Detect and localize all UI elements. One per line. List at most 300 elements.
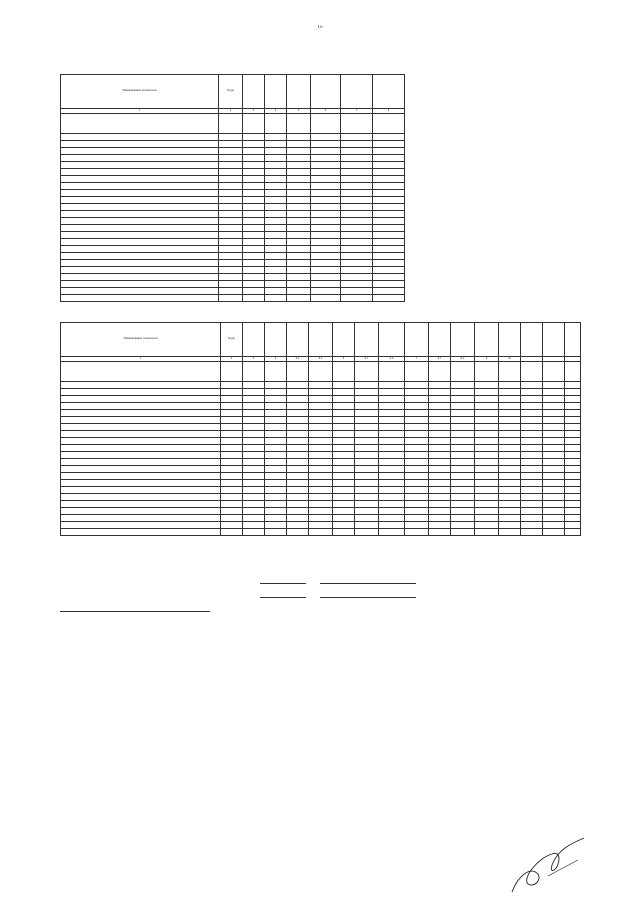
row-code <box>221 515 243 522</box>
row-value <box>311 232 341 239</box>
row-value <box>379 424 405 431</box>
row-value <box>333 382 355 389</box>
row-value <box>243 141 265 148</box>
row-value <box>265 480 287 487</box>
table-row <box>61 417 581 424</box>
row-code <box>221 396 243 403</box>
row-label <box>61 260 219 267</box>
row-value <box>243 494 265 501</box>
row-code <box>219 232 243 239</box>
table-row <box>61 253 405 260</box>
row-value <box>309 508 333 515</box>
header-row <box>61 323 581 357</box>
row-code <box>219 134 243 141</box>
row-value <box>543 438 565 445</box>
row-value <box>287 417 309 424</box>
row-label <box>61 176 219 183</box>
row-value <box>379 473 405 480</box>
row-value <box>333 438 355 445</box>
row-value <box>405 529 429 536</box>
table-row <box>61 211 405 218</box>
row-value <box>499 403 521 410</box>
row-value <box>243 529 265 536</box>
row-value <box>355 466 379 473</box>
row-value <box>355 487 379 494</box>
row-value <box>287 169 311 176</box>
row-value <box>475 382 499 389</box>
row-value <box>309 466 333 473</box>
row-value <box>565 466 581 473</box>
row-code <box>219 274 243 281</box>
row-value <box>265 281 287 288</box>
row-label <box>61 515 221 522</box>
row-value <box>451 403 475 410</box>
row-value <box>451 459 475 466</box>
row-value <box>333 501 355 508</box>
table-row <box>61 204 405 211</box>
row-value <box>287 508 309 515</box>
table-row <box>61 274 405 281</box>
row-value <box>287 410 309 417</box>
row-value <box>243 232 265 239</box>
row-code <box>221 410 243 417</box>
table-row <box>61 114 405 134</box>
row-code <box>221 459 243 466</box>
row-value <box>311 169 341 176</box>
table-row <box>61 218 405 225</box>
column-header: Коды <box>221 323 243 357</box>
table-row <box>61 529 581 536</box>
column-header: Наименование показателя <box>61 75 219 109</box>
row-value <box>521 480 543 487</box>
row-value <box>475 403 499 410</box>
row-value <box>499 396 521 403</box>
row-value <box>265 529 287 536</box>
row-value <box>499 501 521 508</box>
row-value <box>243 480 265 487</box>
row-value <box>499 362 521 382</box>
row-code <box>219 267 243 274</box>
table-row <box>61 148 405 155</box>
row-value <box>287 445 309 452</box>
row-value <box>243 522 265 529</box>
row-value <box>475 417 499 424</box>
row-value <box>341 211 373 218</box>
row-value <box>309 417 333 424</box>
row-value <box>243 445 265 452</box>
row-value <box>265 452 287 459</box>
row-value <box>311 218 341 225</box>
row-value <box>287 288 311 295</box>
name-line-1 <box>320 583 416 584</box>
row-value <box>265 134 287 141</box>
row-value <box>355 431 379 438</box>
row-value <box>333 480 355 487</box>
column-header <box>243 323 265 357</box>
row-value <box>521 438 543 445</box>
row-value <box>451 389 475 396</box>
row-label <box>61 155 219 162</box>
row-value <box>475 438 499 445</box>
row-label <box>61 473 221 480</box>
row-value <box>565 382 581 389</box>
column-number: 10 <box>499 357 521 362</box>
row-value <box>333 494 355 501</box>
row-value <box>405 459 429 466</box>
row-value <box>475 431 499 438</box>
row-value <box>287 204 311 211</box>
row-value <box>379 410 405 417</box>
row-value <box>373 267 405 274</box>
table-row <box>61 155 405 162</box>
row-value <box>373 169 405 176</box>
column-number: 8 <box>373 109 405 114</box>
row-value <box>265 389 287 396</box>
row-value <box>333 431 355 438</box>
row-code <box>221 501 243 508</box>
row-value <box>341 190 373 197</box>
row-value <box>333 508 355 515</box>
row-value <box>265 183 287 190</box>
row-value <box>405 362 429 382</box>
row-value <box>333 459 355 466</box>
row-value <box>287 225 311 232</box>
row-value <box>287 438 309 445</box>
row-value <box>311 288 341 295</box>
row-value <box>521 494 543 501</box>
row-value <box>243 148 265 155</box>
row-value <box>543 362 565 382</box>
row-value <box>243 155 265 162</box>
row-value <box>311 134 341 141</box>
row-value <box>379 529 405 536</box>
row-value <box>379 459 405 466</box>
table-row <box>61 438 581 445</box>
row-value <box>287 295 311 302</box>
table-row <box>61 295 405 302</box>
row-value <box>499 515 521 522</box>
row-value <box>565 473 581 480</box>
row-value <box>287 515 309 522</box>
table-row <box>61 183 405 190</box>
row-value <box>499 466 521 473</box>
row-value <box>287 494 309 501</box>
row-value <box>543 466 565 473</box>
row-value <box>543 445 565 452</box>
table-row <box>61 190 405 197</box>
row-value <box>373 204 405 211</box>
row-value <box>543 522 565 529</box>
table-row <box>61 134 405 141</box>
row-value <box>499 410 521 417</box>
row-value <box>287 176 311 183</box>
row-value <box>341 288 373 295</box>
table-row <box>61 452 581 459</box>
row-value <box>355 362 379 382</box>
row-value <box>543 480 565 487</box>
row-value <box>451 522 475 529</box>
row-value <box>333 466 355 473</box>
row-value <box>499 494 521 501</box>
row-value <box>265 494 287 501</box>
row-value <box>265 396 287 403</box>
table-row <box>61 162 405 169</box>
row-code <box>219 239 243 246</box>
row-value <box>451 382 475 389</box>
row-value <box>243 438 265 445</box>
row-value <box>565 494 581 501</box>
row-value <box>451 508 475 515</box>
row-value <box>379 522 405 529</box>
row-value <box>521 403 543 410</box>
row-value <box>311 190 341 197</box>
row-value <box>379 438 405 445</box>
row-code <box>219 295 243 302</box>
row-value <box>341 218 373 225</box>
row-value <box>265 225 287 232</box>
row-value <box>405 431 429 438</box>
row-value <box>265 274 287 281</box>
row-value <box>355 473 379 480</box>
row-value <box>405 494 429 501</box>
row-label <box>61 281 219 288</box>
row-label <box>61 114 219 134</box>
row-value <box>429 396 451 403</box>
row-value <box>565 452 581 459</box>
date-underline <box>60 611 210 612</box>
header-row <box>61 75 405 109</box>
row-value <box>243 417 265 424</box>
row-value <box>287 190 311 197</box>
row-value <box>429 501 451 508</box>
row-value <box>341 225 373 232</box>
row-label <box>61 267 219 274</box>
table-row <box>61 410 581 417</box>
column-header <box>475 323 499 357</box>
row-value <box>311 246 341 253</box>
table-row <box>61 396 581 403</box>
row-value <box>379 431 405 438</box>
row-code <box>219 141 243 148</box>
row-value <box>373 190 405 197</box>
column-header <box>451 323 475 357</box>
row-value <box>287 211 311 218</box>
row-value <box>405 424 429 431</box>
row-value <box>287 197 311 204</box>
table-row <box>61 246 405 253</box>
row-value <box>341 232 373 239</box>
row-value <box>451 494 475 501</box>
row-value <box>243 473 265 480</box>
row-value <box>355 508 379 515</box>
row-value <box>429 480 451 487</box>
row-value <box>373 148 405 155</box>
row-value <box>499 487 521 494</box>
row-value <box>373 225 405 232</box>
row-value <box>521 431 543 438</box>
row-value <box>265 403 287 410</box>
row-value <box>287 134 311 141</box>
row-value <box>265 162 287 169</box>
row-value <box>333 417 355 424</box>
row-value <box>265 431 287 438</box>
row-value <box>265 501 287 508</box>
row-value <box>373 141 405 148</box>
row-value <box>243 466 265 473</box>
row-value <box>355 424 379 431</box>
table-row <box>61 281 405 288</box>
table-row <box>61 487 581 494</box>
row-code <box>221 424 243 431</box>
row-value <box>475 396 499 403</box>
row-value <box>499 529 521 536</box>
row-value <box>287 281 311 288</box>
column-number: 4 <box>265 109 287 114</box>
row-value <box>287 473 309 480</box>
row-value <box>309 438 333 445</box>
row-value <box>265 487 287 494</box>
row-value <box>243 288 265 295</box>
row-value <box>405 417 429 424</box>
name-line-2 <box>320 597 416 598</box>
signature-line-1 <box>260 583 306 584</box>
column-header <box>341 75 373 109</box>
row-value <box>287 274 311 281</box>
row-label <box>61 183 219 190</box>
row-value <box>265 148 287 155</box>
row-value <box>309 529 333 536</box>
row-value <box>475 473 499 480</box>
row-value <box>373 155 405 162</box>
row-value <box>243 190 265 197</box>
row-value <box>309 389 333 396</box>
row-value <box>379 396 405 403</box>
row-value <box>475 445 499 452</box>
row-value <box>243 246 265 253</box>
column-number: 2 <box>219 109 243 114</box>
row-value <box>543 459 565 466</box>
row-value <box>341 253 373 260</box>
row-value <box>475 522 499 529</box>
row-value <box>341 260 373 267</box>
table-row <box>61 169 405 176</box>
row-value <box>287 155 311 162</box>
row-value <box>565 389 581 396</box>
row-value <box>309 362 333 382</box>
row-value <box>309 403 333 410</box>
row-value <box>243 281 265 288</box>
row-code <box>221 438 243 445</box>
row-label <box>61 246 219 253</box>
row-value <box>565 480 581 487</box>
row-value <box>565 362 581 382</box>
column-header <box>287 75 311 109</box>
column-number: 9 <box>475 357 499 362</box>
row-value <box>429 466 451 473</box>
row-value <box>565 431 581 438</box>
row-value <box>265 155 287 162</box>
row-label <box>61 431 221 438</box>
row-value <box>265 410 287 417</box>
row-code <box>221 445 243 452</box>
row-value <box>429 410 451 417</box>
row-code <box>219 211 243 218</box>
row-label <box>61 148 219 155</box>
table-row <box>61 389 581 396</box>
row-value <box>265 141 287 148</box>
row-value <box>243 114 265 134</box>
row-value <box>565 417 581 424</box>
row-value <box>543 529 565 536</box>
row-value <box>243 183 265 190</box>
row-label <box>61 253 219 260</box>
row-code <box>219 148 243 155</box>
row-value <box>355 438 379 445</box>
row-value <box>243 501 265 508</box>
row-label <box>61 487 221 494</box>
row-value <box>311 197 341 204</box>
table-row <box>61 459 581 466</box>
row-value <box>379 487 405 494</box>
row-value <box>451 362 475 382</box>
row-value <box>451 501 475 508</box>
column-header <box>309 323 333 357</box>
row-value <box>543 515 565 522</box>
row-value <box>243 515 265 522</box>
row-value <box>543 396 565 403</box>
row-value <box>451 431 475 438</box>
row-value <box>287 232 311 239</box>
row-value <box>499 417 521 424</box>
row-value <box>243 176 265 183</box>
row-value <box>499 431 521 438</box>
table-row <box>61 494 581 501</box>
row-code <box>219 218 243 225</box>
row-value <box>243 396 265 403</box>
row-value <box>429 389 451 396</box>
row-label <box>61 452 221 459</box>
row-value <box>265 424 287 431</box>
row-code <box>221 431 243 438</box>
row-value <box>265 114 287 134</box>
row-value <box>355 522 379 529</box>
row-value <box>309 494 333 501</box>
row-value <box>521 459 543 466</box>
row-value <box>243 253 265 260</box>
column-header <box>333 323 355 357</box>
row-value <box>341 141 373 148</box>
table-row <box>61 197 405 204</box>
row-value <box>499 480 521 487</box>
row-value <box>429 445 451 452</box>
column-number: 3 <box>243 109 265 114</box>
row-value <box>243 204 265 211</box>
row-value <box>429 473 451 480</box>
row-value <box>373 239 405 246</box>
row-value <box>379 515 405 522</box>
row-value <box>379 417 405 424</box>
column-header <box>243 75 265 109</box>
row-value <box>309 424 333 431</box>
row-value <box>287 522 309 529</box>
table-row <box>61 239 405 246</box>
row-value <box>499 382 521 389</box>
row-label <box>61 529 221 536</box>
row-value <box>565 501 581 508</box>
column-header: Коды <box>219 75 243 109</box>
table-row <box>61 473 581 480</box>
row-value <box>499 522 521 529</box>
